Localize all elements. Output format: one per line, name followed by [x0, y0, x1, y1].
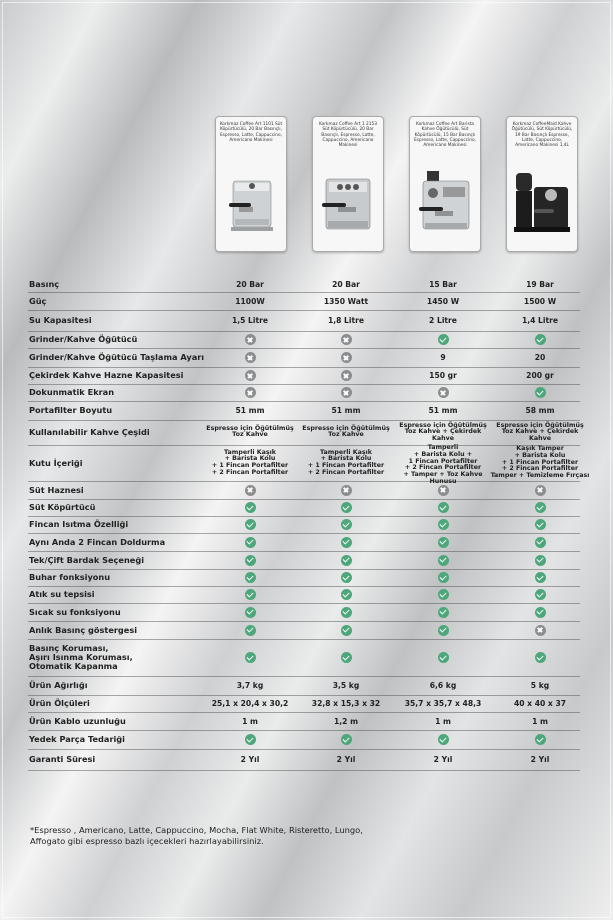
product-card-1[interactable]: [215, 116, 287, 252]
cell-icon: [296, 387, 396, 398]
cell-value: Espresso için Öğütülmüş Toz Kahve: [206, 424, 294, 439]
table-row: [28, 516, 580, 534]
cell-icon: [393, 502, 493, 513]
cell-icon: [200, 387, 300, 398]
table-row: [28, 639, 580, 677]
row-label: Atık su tepsisi: [29, 589, 95, 599]
table-row: [28, 310, 580, 332]
check-icon: [438, 607, 449, 618]
table-row: [28, 730, 580, 750]
check-icon: [341, 589, 352, 600]
cell-icon: [393, 589, 493, 600]
product-card-2[interactable]: [312, 116, 384, 252]
cell-value: 2 Yıl: [433, 755, 453, 764]
check-icon: [245, 652, 256, 663]
table-row: [28, 533, 580, 552]
cell-icon: [200, 607, 300, 618]
check-icon: [245, 519, 256, 530]
cell-icon: [296, 502, 396, 513]
check-icon: [535, 387, 546, 398]
cell-value: 6,6 kg: [429, 681, 457, 690]
cell-icon: [296, 334, 396, 345]
row-label: Aynı Anda 2 Fincan Doldurma: [29, 536, 166, 547]
cell-value: Tamperli Kaşık + Barista Kolu + 1 Fincan Portafilter + 2 Fincan Portafilter: [211, 448, 289, 476]
check-icon: [341, 502, 352, 513]
cell-value: 25,1 x 20,4 x 30,2: [211, 699, 289, 708]
table-row: [28, 695, 580, 713]
cross-icon: [535, 485, 546, 496]
cross-icon: [245, 485, 256, 496]
check-icon: [245, 607, 256, 618]
cross-icon: [341, 334, 352, 345]
cell-value: 2 Litre: [429, 316, 457, 325]
cell-value: 32,8 x 15,3 x 32: [311, 699, 381, 708]
table-row: [28, 292, 580, 311]
cell-icon: [393, 555, 493, 566]
table-row: [28, 551, 580, 570]
cell-icon: [200, 537, 300, 548]
check-icon: [535, 519, 546, 530]
cell-value: 2 Yıl: [240, 755, 260, 764]
cell-icon: [393, 572, 493, 583]
check-icon: [245, 572, 256, 583]
cell-value: 58 mm: [525, 406, 555, 415]
cell-icon: [296, 485, 396, 496]
cell-icon: [393, 537, 493, 548]
check-icon: [341, 519, 352, 530]
table-row: [28, 384, 580, 402]
row-label: Garanti Süresi: [29, 754, 96, 764]
cell-icon: [200, 625, 300, 636]
row-label: Grinder/Kahve Öğütücü Taşlama Ayarı: [29, 352, 205, 362]
check-icon: [438, 734, 449, 745]
table-row: [28, 586, 580, 604]
table-row: [28, 603, 580, 622]
cell-icon: [490, 555, 590, 566]
row-label: Güç: [29, 295, 47, 306]
check-icon: [341, 625, 352, 636]
cell-icon: [393, 334, 493, 345]
cell-icon: [200, 555, 300, 566]
check-icon: [535, 589, 546, 600]
cell-icon: [490, 387, 590, 398]
check-icon: [245, 537, 256, 548]
table-row: [28, 444, 590, 485]
cell-value: 15 Bar: [429, 279, 457, 289]
product-card-4[interactable]: [506, 116, 578, 252]
cell-value: 35,7 x 35,7 x 48,3: [404, 699, 482, 708]
cross-icon: [341, 485, 352, 496]
cell-value: 19 Bar: [526, 279, 554, 289]
check-icon: [535, 334, 546, 345]
product-card-3[interactable]: [409, 116, 481, 252]
cell-value: 1 m: [242, 716, 258, 726]
cell-value: 20 Bar: [332, 279, 360, 289]
cell-icon: [200, 485, 300, 496]
check-icon: [341, 555, 352, 566]
cell-value: 20: [534, 353, 546, 362]
cell-icon: [296, 352, 396, 363]
cell-value: 20 Bar: [236, 279, 264, 289]
cross-icon: [245, 352, 256, 363]
cell-icon: [296, 734, 396, 745]
check-icon: [535, 607, 546, 618]
row-label: Ürün Kablo uzunluğu: [29, 715, 126, 726]
check-icon: [438, 334, 449, 345]
cell-value: 40 x 40 x 37: [513, 699, 567, 708]
check-icon: [535, 502, 546, 513]
cell-value: Espresso için Öğütülmüş Toz Kahve + Çekirdek Kahve: [496, 421, 584, 443]
cell-icon: [490, 589, 590, 600]
check-icon: [438, 625, 449, 636]
cell-icon: [200, 589, 300, 600]
cross-icon: [438, 485, 449, 496]
cell-value: 1450 W: [426, 296, 460, 306]
cell-value: 1100W: [235, 296, 265, 306]
table-row: [28, 749, 580, 771]
row-label: Grinder/Kahve Öğütücü: [29, 334, 138, 344]
check-icon: [341, 572, 352, 583]
row-label: Yedek Parça Tedariği: [29, 734, 125, 744]
espresso-machine-image: [413, 169, 477, 239]
check-icon: [438, 652, 449, 663]
cell-value: Espresso için Öğütülmüş Toz Kahve: [302, 424, 390, 439]
table-row: [28, 420, 584, 446]
cell-icon: [393, 607, 493, 618]
row-label: Süt Köpürtücü: [29, 502, 96, 512]
check-icon: [245, 502, 256, 513]
cross-icon: [438, 387, 449, 398]
cell-icon: [200, 734, 300, 745]
cell-icon: [393, 485, 493, 496]
espresso-machine-image: [510, 169, 574, 239]
row-label: Basınç Koruması, Aşırı Isınma Koruması, Otomatik Kapanma: [29, 643, 133, 671]
check-icon: [438, 502, 449, 513]
cross-icon: [245, 387, 256, 398]
cell-value: 51 mm: [428, 406, 458, 415]
cell-icon: [200, 572, 300, 583]
table-row: [28, 401, 580, 421]
cell-icon: [296, 537, 396, 548]
check-icon: [341, 607, 352, 618]
cross-icon: [245, 370, 256, 381]
cell-icon: [490, 334, 590, 345]
espresso-machine-image: [219, 169, 283, 239]
cell-value: 1,8 Litre: [327, 316, 365, 325]
cell-value: 5 kg: [530, 681, 550, 690]
cell-icon: [200, 652, 300, 663]
cell-value: 51 mm: [331, 406, 361, 415]
cell-icon: [200, 502, 300, 513]
check-icon: [245, 625, 256, 636]
cell-icon: [296, 572, 396, 583]
cell-icon: [200, 519, 300, 530]
cross-icon: [535, 625, 546, 636]
check-icon: [535, 537, 546, 548]
cell-icon: [200, 370, 300, 381]
cell-value: 51 mm: [235, 406, 265, 415]
check-icon: [535, 572, 546, 583]
cell-icon: [296, 652, 396, 663]
footnote: *Espresso , Americano, Latte, Cappuccino, Mocha, Flat White, Risteretto, Lungo, Affogato gibi espresso bazlı içecekleri hazırlayabilirsiniz.: [30, 825, 363, 846]
cell-value: 3,5 kg: [332, 681, 360, 690]
cell-icon: [490, 537, 590, 548]
check-icon: [535, 652, 546, 663]
cross-icon: [245, 334, 256, 345]
cell-value: 1 m: [435, 716, 451, 726]
table-row: [28, 499, 580, 517]
row-label: Dokunmatik Ekran: [29, 387, 115, 397]
check-icon: [245, 555, 256, 566]
cell-icon: [200, 352, 300, 363]
cell-icon: [296, 625, 396, 636]
cell-value: Kaşık Tamper + Barista Kolu + 1 Fincan Portafilter + 2 Fincan Portafilter Tamper + Temizleme Fırçası: [490, 445, 590, 480]
cell-value: 1500 W: [523, 296, 557, 306]
check-icon: [438, 519, 449, 530]
cell-icon: [296, 519, 396, 530]
row-label: Buhar fonksiyonu: [29, 572, 111, 582]
cell-icon: [393, 734, 493, 745]
row-label: Fincan Isıtma Özelliği: [29, 519, 129, 529]
cell-value: 1350 Watt: [323, 296, 369, 306]
check-icon: [341, 652, 352, 663]
cell-icon: [393, 387, 493, 398]
row-label: Basınç: [29, 278, 60, 289]
check-icon: [438, 555, 449, 566]
product-caption: Korkmaz Coffee Art 1 2153 Süt Köpürtücülü, 20 Bar Basınçlı, Espresso, Latte, Cappuccino, Americano Makinesi: [319, 122, 377, 149]
cell-value: Tamperli + Barista Kolu + 1 Fincan Portafilter + 2 Fincan Portafilter + Tamper + Toz Kahve Hunusu: [403, 444, 483, 485]
check-icon: [245, 734, 256, 745]
cell-icon: [200, 334, 300, 345]
cell-icon: [296, 370, 396, 381]
row-label: Süt Haznesi: [29, 484, 84, 495]
table-row: [28, 348, 580, 368]
cell-value: Tamperli Kaşık + Barista Kolu + 1 Fincan Portafilter + 2 Fincan Portafilter: [307, 448, 385, 476]
cell-value: 200 gr: [526, 371, 554, 380]
row-label: Portafilter Boyutu: [29, 405, 113, 415]
table-row: [28, 331, 580, 349]
cross-icon: [341, 352, 352, 363]
product-caption: Korkmaz CoffeeMaid Kahve Öğütücülü, Süt Köpürtücülü, 19 Bar Basınçlı Espresso, Latte, Cappuccino, Americano Makinesi 1,4L: [511, 122, 573, 149]
cross-icon: [341, 387, 352, 398]
row-label: Su Kapasitesi: [29, 315, 92, 325]
cell-value: 1,4 Litre: [521, 316, 559, 325]
check-icon: [438, 589, 449, 600]
row-label: Kullanılabilir Kahve Çeşidi: [29, 427, 150, 437]
cell-icon: [490, 607, 590, 618]
check-icon: [535, 734, 546, 745]
row-label: Anlık Basınç göstergesi: [29, 624, 138, 635]
cell-value: 1,2 m: [333, 716, 358, 726]
cell-icon: [490, 734, 590, 745]
cell-value: 2 Yıl: [336, 755, 356, 764]
row-label: Kutu İçeriği: [29, 457, 83, 468]
cell-icon: [296, 607, 396, 618]
check-icon: [341, 734, 352, 745]
check-icon: [245, 589, 256, 600]
product-caption: Korkmaz Coffee Art 1101 Süt Köpürtücülü, 20 Bar Basınçlı, Espresso, Latte, Cappuccino, Americano Makinesi: [219, 122, 283, 143]
check-icon: [341, 537, 352, 548]
table-row: [28, 569, 580, 587]
cell-icon: [393, 625, 493, 636]
row-label: Ürün Ağırlığı: [29, 680, 88, 690]
table-row: [28, 481, 580, 500]
cell-icon: [490, 502, 590, 513]
cell-icon: [490, 572, 590, 583]
row-label: Ürün Ölçüleri: [29, 698, 90, 708]
product-caption: Korkmaz Coffee Art Barista Kahve Öğütücülü, Süt Köpürtücülü, 15 Bar Basınçlı Espresso, Latte, Cappuccino, Americano Makinesi: [413, 122, 477, 149]
cell-icon: [296, 555, 396, 566]
table-row: [28, 676, 580, 696]
cell-icon: [490, 625, 590, 636]
check-icon: [535, 555, 546, 566]
cell-icon: [393, 652, 493, 663]
table-row: [28, 712, 580, 731]
row-label: Çekirdek Kahve Hazne Kapasitesi: [29, 370, 184, 380]
table-row: [28, 621, 580, 640]
table-row: [28, 276, 580, 293]
espresso-machine-image: [316, 169, 380, 239]
cell-value: Espresso için Öğütülmüş Toz Kahve + Çekirdek Kahve: [399, 421, 487, 443]
cell-value: 150 gr: [429, 371, 457, 380]
cell-icon: [490, 519, 590, 530]
cell-icon: [393, 519, 493, 530]
cross-icon: [341, 370, 352, 381]
table-row: [28, 367, 580, 385]
row-label: Sıcak su fonksiyonu: [29, 606, 121, 617]
cell-value: 1,5 Litre: [231, 316, 269, 325]
cell-value: 9: [440, 353, 446, 362]
check-icon: [438, 572, 449, 583]
cell-icon: [490, 485, 590, 496]
cell-value: 2 Yıl: [530, 755, 550, 764]
row-label: Tek/Çift Bardak Seçeneği: [29, 554, 145, 565]
cell-value: 1 m: [532, 716, 548, 726]
cell-icon: [296, 589, 396, 600]
cell-value: 3,7 kg: [236, 681, 264, 690]
check-icon: [438, 537, 449, 548]
cell-icon: [490, 652, 590, 663]
